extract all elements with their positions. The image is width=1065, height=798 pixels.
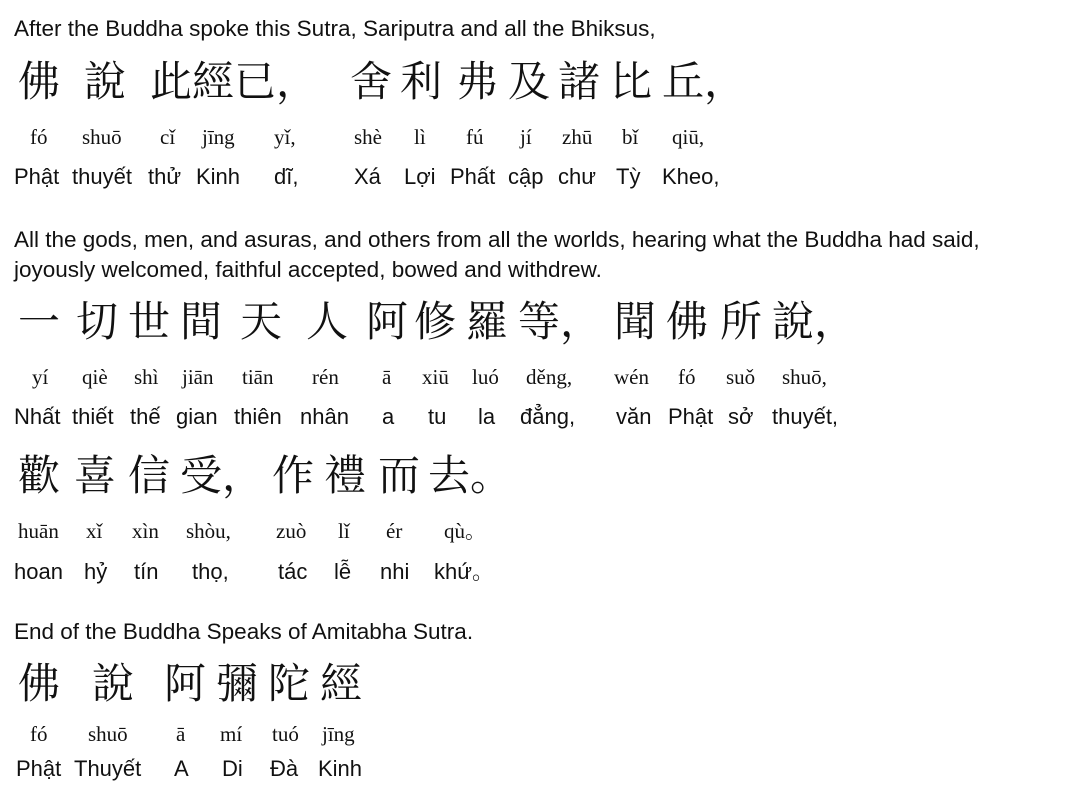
chinese-char: 所 bbox=[720, 297, 763, 346]
chinese-char: 佛 bbox=[18, 659, 61, 708]
english-line-2: All the gods, men, and asuras, and others from all the worlds, hearing what the Buddha had said, joyously welcomed, faithful accepted, bowed and withdrew. bbox=[14, 227, 980, 282]
chinese-char: 阿 bbox=[164, 659, 207, 708]
chinese-char: 受， bbox=[180, 451, 265, 500]
vietnamese-line-2 bbox=[0, 403, 1065, 429]
vietnamese-word: Đà bbox=[270, 756, 299, 781]
pinyin-word: shòu, bbox=[186, 519, 231, 543]
chinese-char: 佛 bbox=[18, 57, 61, 106]
pinyin-word: shuō, bbox=[782, 365, 827, 389]
pinyin-word: zuò bbox=[276, 519, 307, 543]
chinese-char: 舍 bbox=[350, 57, 393, 106]
vietnamese-word: hoan bbox=[14, 559, 63, 584]
chinese-line-3 bbox=[0, 451, 1065, 500]
pinyin-word: ā bbox=[382, 365, 392, 389]
pinyin-word: rén bbox=[312, 365, 339, 389]
vietnamese-word: dĩ, bbox=[274, 164, 299, 189]
chinese-char: 切 bbox=[76, 297, 119, 346]
vietnamese-word: a bbox=[382, 404, 395, 429]
pinyin-line-2 bbox=[0, 364, 1065, 389]
chinese-line-4 bbox=[0, 659, 1065, 708]
vietnamese-word: tu bbox=[428, 404, 447, 429]
pinyin-word: xìn bbox=[132, 519, 159, 543]
chinese-char: 等， bbox=[518, 297, 603, 346]
pinyin-word: tuó bbox=[272, 722, 299, 746]
pinyin-word: bǐ bbox=[622, 125, 639, 149]
vietnamese-word: thọ, bbox=[192, 559, 229, 584]
vietnamese-word: Kinh bbox=[318, 756, 363, 781]
pinyin-word: wén bbox=[614, 365, 649, 389]
chinese-line-1 bbox=[0, 57, 1065, 106]
chinese-char: 阿 bbox=[366, 297, 409, 346]
pinyin-word: fó bbox=[30, 125, 48, 149]
pinyin-word: xǐ bbox=[86, 519, 103, 543]
chinese-char: 說 bbox=[92, 659, 135, 708]
vietnamese-word: Kinh bbox=[196, 164, 241, 189]
pinyin-word: mí bbox=[220, 722, 243, 746]
vietnamese-word: thiết bbox=[72, 404, 114, 429]
chinese-char: 說， bbox=[772, 297, 857, 346]
chinese-char: 比 bbox=[610, 57, 653, 106]
pinyin-word: shuō bbox=[82, 125, 122, 149]
pinyin-word: shè bbox=[354, 125, 382, 149]
chinese-char: 諸 bbox=[558, 57, 601, 106]
chinese-char: 天 bbox=[240, 297, 283, 346]
pinyin-word: fó bbox=[30, 722, 48, 746]
vietnamese-word: sở bbox=[728, 404, 754, 429]
pinyin-word: shì bbox=[134, 365, 159, 389]
pinyin-word: qù。 bbox=[444, 519, 486, 543]
pinyin-line-1 bbox=[0, 124, 1065, 149]
pinyin-word: qiè bbox=[82, 365, 108, 389]
pinyin-word: zhū bbox=[562, 125, 593, 149]
chinese-char: 丘， bbox=[662, 57, 747, 106]
english-line-4: End of the Buddha Speaks of Amitabha Sutra. bbox=[14, 619, 474, 644]
chinese-char: 一 bbox=[18, 297, 61, 346]
chinese-char: 喜 bbox=[74, 451, 117, 500]
chinese-char: 此經已， bbox=[150, 57, 319, 106]
vietnamese-word: tín bbox=[134, 559, 159, 584]
pinyin-word: huān bbox=[18, 519, 59, 543]
vietnamese-word: khứ。 bbox=[434, 559, 494, 584]
vietnamese-line-3 bbox=[0, 558, 1065, 584]
vietnamese-word: nhi bbox=[380, 559, 410, 584]
vietnamese-word: Xá bbox=[354, 164, 381, 189]
chinese-char: 羅 bbox=[466, 297, 509, 346]
pinyin-word: qiū, bbox=[672, 125, 705, 149]
pinyin-word: luó bbox=[472, 365, 499, 389]
english-line-1: After the Buddha spoke this Sutra, Sariputra and all the Bhiksus, bbox=[14, 16, 656, 41]
chinese-char: 禮 bbox=[324, 451, 367, 500]
vietnamese-word: Phật bbox=[668, 404, 714, 429]
pinyin-word: ér bbox=[386, 519, 403, 543]
vietnamese-word: Lợi bbox=[404, 164, 436, 189]
pinyin-word: ā bbox=[176, 722, 186, 746]
chinese-char: 修 bbox=[414, 297, 457, 346]
chinese-char: 陀 bbox=[268, 659, 311, 708]
chinese-char: 世 bbox=[128, 297, 171, 346]
pinyin-word: jiān bbox=[182, 365, 214, 389]
vietnamese-line-4 bbox=[0, 755, 1065, 781]
pinyin-word: jīng bbox=[322, 722, 355, 746]
vietnamese-word: Nhất bbox=[14, 404, 61, 429]
chinese-char: 弗 bbox=[456, 57, 499, 106]
vietnamese-word: Thuyết bbox=[74, 756, 142, 781]
pinyin-word: fú bbox=[466, 125, 484, 149]
pinyin-word: cǐ bbox=[160, 125, 176, 149]
pinyin-line-3 bbox=[0, 518, 1065, 543]
chinese-char: 去。 bbox=[428, 451, 513, 500]
pinyin-word: lǐ bbox=[338, 519, 350, 543]
chinese-char: 人 bbox=[306, 297, 349, 346]
pinyin-word: lì bbox=[414, 125, 426, 149]
vietnamese-word: Phật bbox=[14, 164, 60, 189]
vietnamese-word: thuyết bbox=[72, 164, 132, 189]
vietnamese-word: Tỳ bbox=[616, 164, 641, 189]
vietnamese-word: Phật bbox=[16, 756, 62, 781]
vietnamese-word: chư bbox=[558, 164, 596, 189]
pinyin-word: yí bbox=[32, 365, 49, 389]
pinyin-word: jí bbox=[520, 125, 532, 149]
vietnamese-word: la bbox=[478, 404, 496, 429]
vietnamese-word: Phất bbox=[450, 164, 496, 189]
chinese-char: 彌 bbox=[216, 659, 259, 708]
pinyin-word: yǐ, bbox=[274, 125, 296, 149]
vietnamese-word: thuyết, bbox=[772, 404, 839, 429]
chinese-char: 聞 bbox=[614, 297, 657, 346]
chinese-char: 佛 bbox=[666, 297, 709, 346]
vietnamese-word: Di bbox=[222, 756, 243, 781]
chinese-char: 信 bbox=[128, 451, 171, 500]
vietnamese-word: thế bbox=[130, 404, 161, 429]
pinyin-word: suǒ bbox=[726, 365, 756, 389]
vietnamese-word: thử bbox=[148, 164, 182, 189]
pinyin-line-4 bbox=[0, 721, 1065, 746]
vietnamese-word: cập bbox=[508, 164, 544, 189]
vietnamese-word: gian bbox=[176, 404, 218, 429]
vietnamese-word: tác bbox=[278, 559, 308, 584]
vietnamese-word: hỷ bbox=[84, 559, 108, 584]
chinese-line-2 bbox=[0, 297, 1065, 346]
pinyin-word: děng, bbox=[526, 365, 573, 389]
chinese-char: 作 bbox=[272, 451, 315, 500]
vietnamese-word: thiên bbox=[234, 404, 282, 429]
pinyin-word: shuō bbox=[88, 722, 128, 746]
vietnamese-line-1 bbox=[0, 163, 1065, 189]
chinese-char: 經 bbox=[320, 659, 363, 708]
pinyin-word: jīng bbox=[202, 125, 235, 149]
pinyin-word: tiān bbox=[242, 365, 274, 389]
chinese-char: 說 bbox=[84, 57, 127, 106]
vietnamese-word: nhân bbox=[300, 404, 349, 429]
chinese-char: 歡 bbox=[18, 451, 61, 500]
vietnamese-word: văn bbox=[616, 404, 652, 429]
pinyin-word: fó bbox=[678, 365, 696, 389]
chinese-char: 及 bbox=[508, 57, 551, 106]
chinese-char: 而 bbox=[378, 451, 421, 500]
vietnamese-word: A bbox=[174, 756, 189, 781]
pinyin-word: xiū bbox=[422, 365, 449, 389]
vietnamese-word: lễ bbox=[334, 559, 352, 584]
chinese-char: 利 bbox=[400, 57, 443, 106]
vietnamese-word: Kheo, bbox=[662, 164, 720, 189]
chinese-char: 間 bbox=[180, 297, 223, 346]
vietnamese-word: đẳng, bbox=[520, 404, 576, 429]
